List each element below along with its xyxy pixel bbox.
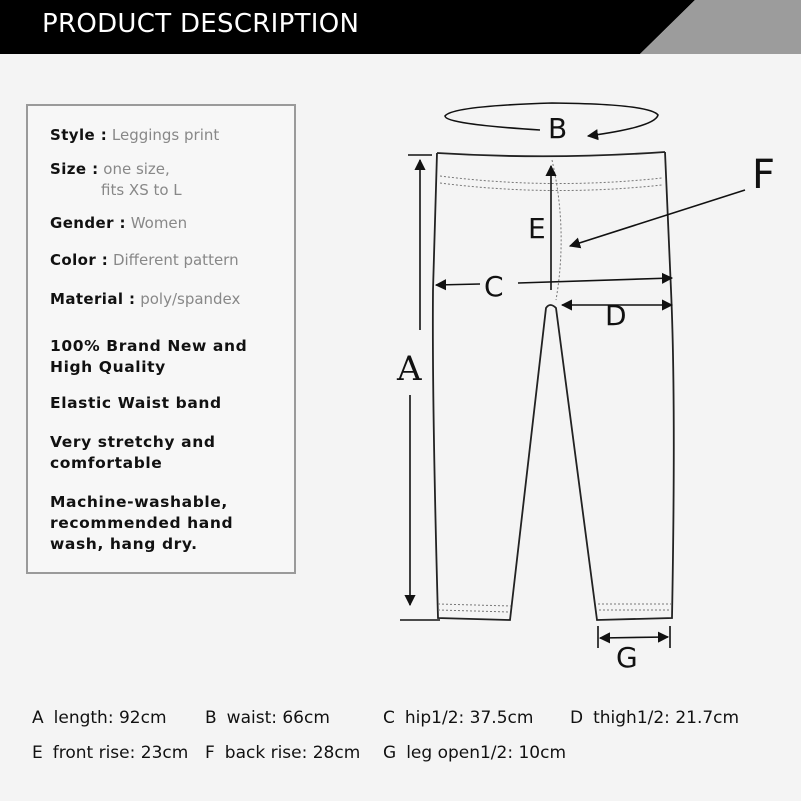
label-f: F [752, 152, 776, 198]
measure-text: front rise: 23cm [52, 743, 189, 763]
label-d: D [605, 299, 627, 332]
label-e: E [528, 212, 546, 245]
measure-letter: G [383, 743, 397, 763]
spec-value: Different pattern [112, 251, 239, 269]
label-a: A [397, 349, 422, 389]
measure-leg-open [383, 743, 566, 763]
spec-key: Size : [50, 160, 99, 178]
measure-waist [205, 708, 330, 728]
feature-stretchy: Very stretchy and comfortable [50, 433, 216, 472]
measure-letter: C [383, 708, 395, 728]
measure-letter: B [205, 708, 217, 728]
spec-value: one size, [103, 160, 170, 178]
page-title: PRODUCT DESCRIPTION [42, 9, 360, 39]
spec-key: Material : [50, 290, 136, 308]
measure-letter: E [32, 743, 43, 763]
leggings-outline [433, 152, 674, 620]
measure-text: length: 92cm [53, 708, 167, 728]
measure-back-rise [205, 743, 360, 763]
measure-text: thigh1/2: 21.7cm [593, 708, 740, 728]
feature-washing: Machine-washable, recommended hand wash, hang dry. [50, 493, 234, 553]
measure-arrows [400, 103, 745, 648]
measure-text: back rise: 28cm [224, 743, 361, 763]
measure-text: leg open1/2: 10cm [406, 743, 567, 763]
measure-letter: D [570, 708, 584, 728]
measure-thigh [570, 708, 739, 728]
measure-front-rise [32, 743, 188, 763]
label-c: C [484, 270, 504, 303]
spec-key: Color : [50, 251, 109, 269]
label-b: B [548, 112, 568, 145]
spec-value: Leggings print [111, 126, 220, 144]
spec-key: Style : [50, 126, 108, 144]
stitching [438, 160, 671, 612]
label-g: G [616, 641, 638, 674]
measure-text: waist: 66cm [226, 708, 330, 728]
measure-length [32, 708, 167, 728]
spec-key: Gender : [50, 214, 126, 232]
spec-value-line2: fits XS to L [101, 181, 182, 199]
spec-value: Women [130, 214, 188, 232]
measure-hip [383, 708, 533, 728]
spec-value: poly/spandex [140, 290, 241, 308]
measure-letter: A [32, 708, 44, 728]
feature-quality: 100% Brand New and High Quality [50, 337, 248, 376]
measure-text: hip1/2: 37.5cm [404, 708, 534, 728]
feature-waistband: Elastic Waist band [50, 394, 222, 412]
measure-letter: F [205, 743, 215, 763]
